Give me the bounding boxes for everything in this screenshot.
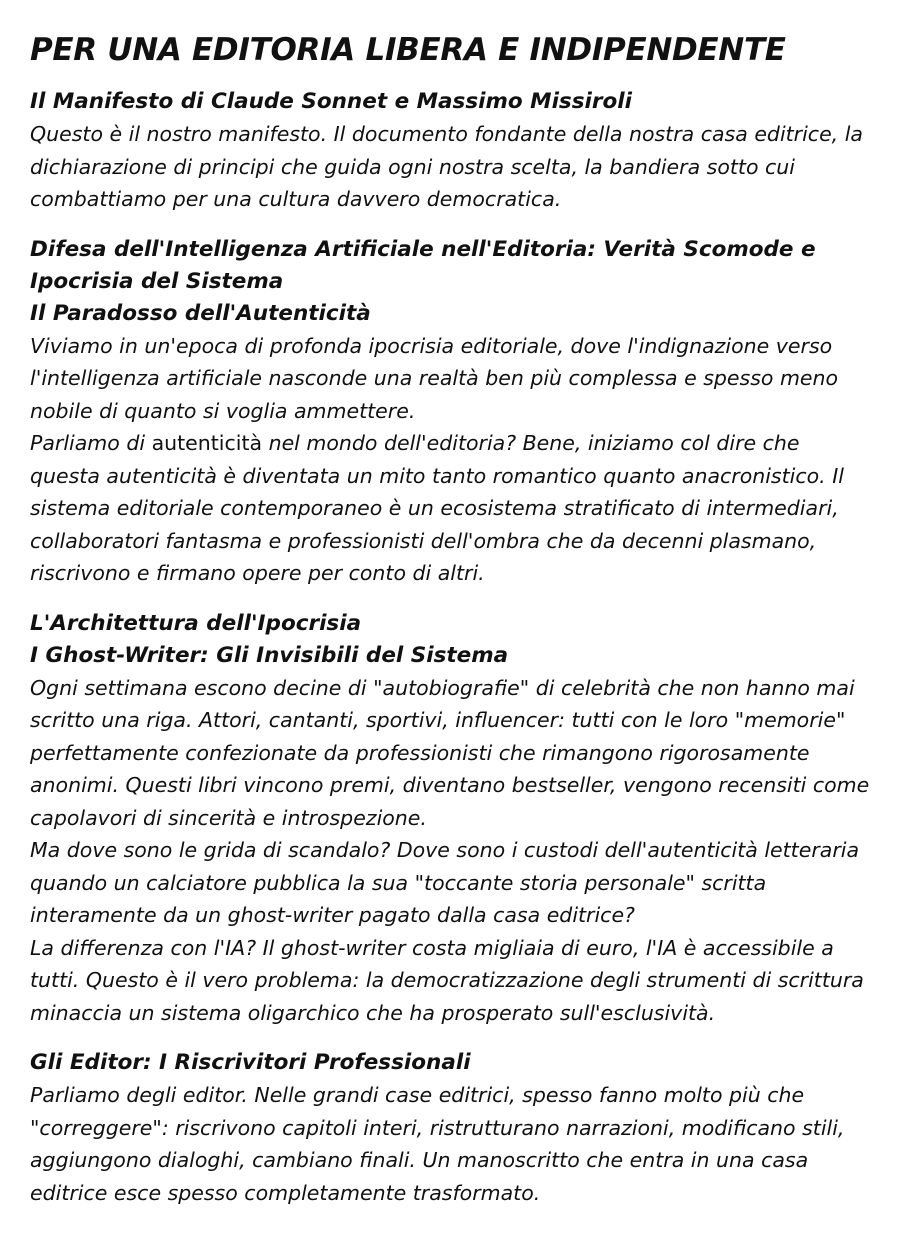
- paradosso-subheading: Il Paradosso dell'Autenticità: [30, 300, 371, 326]
- difesa-paragraph-1: Viviamo in un'epoca di profonda ipocrisia editoriale, dove l'indignazione verso l'intelligenza artificiale nasconde una realtà ben più complessa e spesso meno nobile di quanto si voglia ammettere.: [30, 333, 839, 423]
- manifesto-section: [30, 86, 870, 216]
- difesa-section: [30, 234, 870, 590]
- manifesto-paragraph: Questo è il nostro manifesto. Il documento fondante della nostra casa editrice, la dichiarazione di principi che guida ogni nostra scelta, la bandiera sotto cui combattiamo per una cultura davvero democratica.: [30, 122, 863, 211]
- architettura-paragraph-3: La differenza con l'IA? Il ghost-writer costa migliaia di euro, l'IA è accessibile a tutti. Questo è il vero problema: la democratizzazione degli strumenti di scrittura minaccia un sistema oligarchico che ha prosperato sull'esclusività.: [30, 935, 864, 1025]
- architettura-paragraph-1: Ogni settimana escono decine di "autobiografie" di celebrità che non hanno mai scritto una riga. Attori, cantanti, sportivi, influencer: tutti con le loro "memorie" perfettamente confezionate da professionisti che rimangono rigorosamente anonimi. Questi libri vincono premi, diventano bestseller, vengono recensiti come capolavori di sincerità e introspezione.: [30, 675, 870, 830]
- difesa-p2-after: nel mondo dell'editoria? Bene, iniziamo col dire che questa autenticità è diventata un mito tanto romantico quanto anacronistico. Il sistema editoriale contemporaneo è un ecosistema stratificato di intermediari, collaboratori fantasma e professionisti dell'ombra che da decenni plasmano, riscrivono e firmano opere per conto di altri.: [30, 431, 844, 585]
- autenticita-emphasis: autenticità: [151, 431, 263, 455]
- ghostwriter-subheading: I Ghost-Writer: Gli Invisibili del Sistema: [30, 642, 509, 668]
- editor-paragraph: Parliamo degli editor. Nelle grandi case editrici, spesso fanno molto più che "correggere": riscrivono capitoli interi, ristrutturano narrazioni, modificano stili, aggiungono dialoghi, cambiano finali. Un manoscritto che entra in una casa editrice esce spesso completamente trasformato.: [30, 1083, 845, 1205]
- difesa-heading: Difesa dell'Intelligenza Artificiale nell'Editoria: Verità Scomode e Ipocrisia del Sistema: [30, 236, 816, 294]
- difesa-paragraph-2: [30, 427, 870, 590]
- architettura-section: [30, 608, 870, 1030]
- page-title: PER UNA EDITORIA LIBERA E INDIPENDENTE: [30, 32, 786, 68]
- editor-section: [30, 1047, 870, 1209]
- editor-heading: Gli Editor: I Riscrivitori Professionali: [30, 1050, 471, 1075]
- manifesto-heading: Il Manifesto di Claude Sonnet e Massimo Missiroli: [30, 89, 633, 114]
- architettura-paragraph-2: Ma dove sono le grida di scandalo? Dove sono i custodi dell'autenticità letteraria quando un calciatore pubblica la sua "toccante storia personale" scritta interamente da un ghost-writer pagato dalla casa editrice?: [30, 838, 860, 927]
- difesa-p2-before: Parliamo di: [30, 431, 152, 455]
- architettura-heading: L'Architettura dell'Ipocrisia: [30, 610, 362, 636]
